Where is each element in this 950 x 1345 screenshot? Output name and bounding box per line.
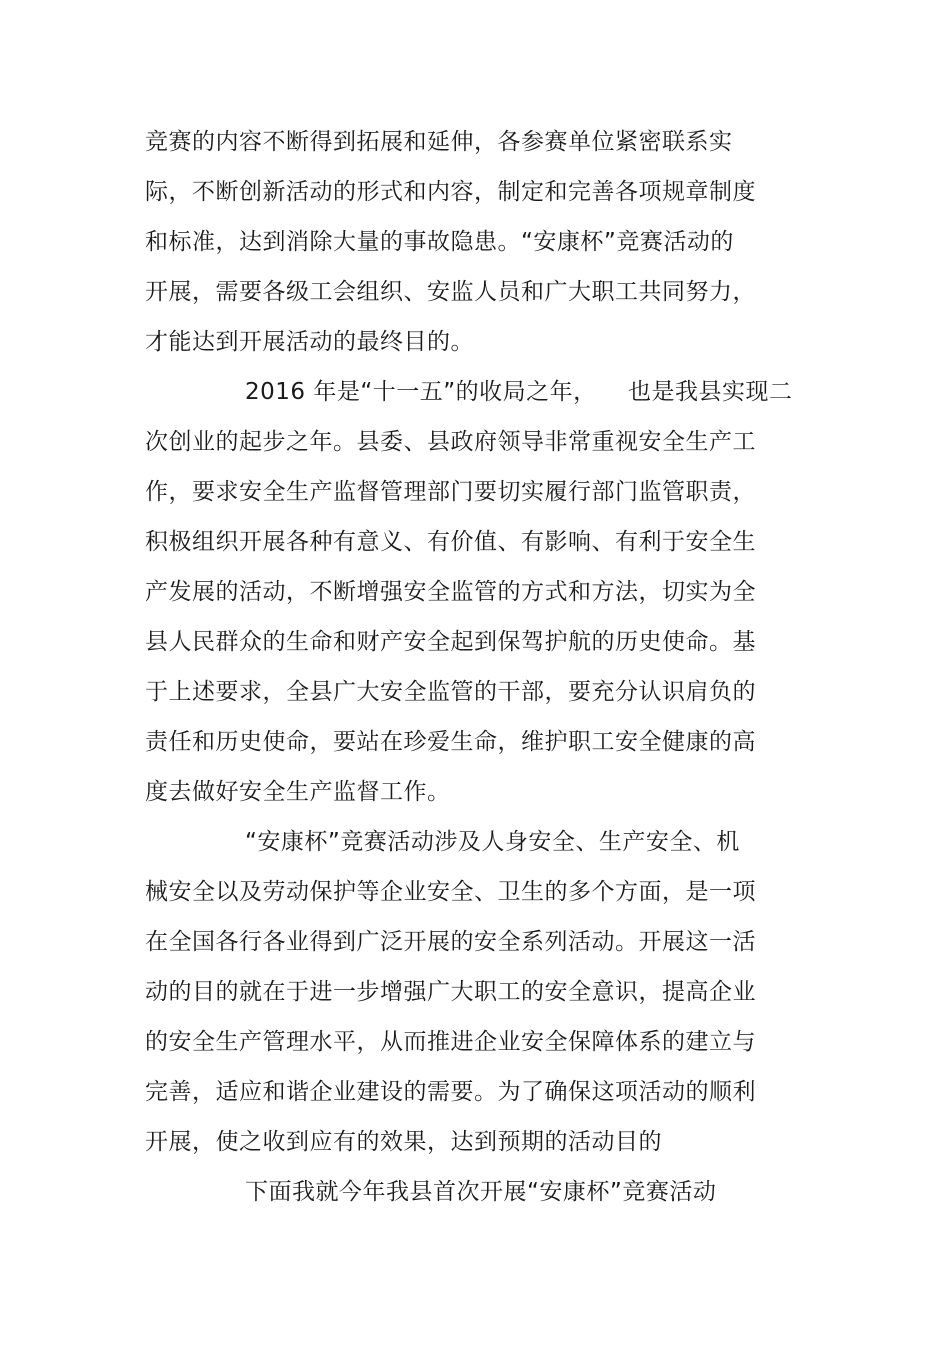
text-line: 际，不断创新活动的形式和内容，制定和完善各项规章制度 — [145, 179, 756, 205]
text-line: “安康杯”竞赛活动涉及人身安全、生产安全、机 — [245, 829, 740, 855]
text-line: 2016 年是“十一五”的收局之年， — [245, 379, 597, 405]
text-line: 也是我县实现二 — [628, 379, 793, 405]
text-line: 的安全生产管理水平，从而推进企业安全保障体系的建立与 — [145, 1029, 756, 1055]
text-line: 完善，适应和谐企业建设的需要。为了确保这项活动的顺利 — [145, 1079, 756, 1105]
text-line: 次创业的起步之年。县委、县政府领导非常重视安全生产工 — [145, 429, 756, 455]
text-line: 产发展的活动，不断增强安全监管的方式和方法，切实为全 — [145, 579, 756, 605]
text-line: 下面我就今年我县首次开展“安康杯”竞赛活动 — [245, 1179, 717, 1205]
text-line: 于上述要求，全县广大安全监管的干部，要充分认识肩负的 — [145, 679, 756, 705]
text-line: 才能达到开展活动的最终目的。 — [145, 329, 474, 355]
text-line: 动的目的就在于进一步增强广大职工的安全意识，提高企业 — [145, 979, 756, 1005]
text-line: 责任和历史使命，要站在珍爱生命，维护职工安全健康的高 — [145, 729, 756, 755]
text-line: 在全国各行各业得到广泛开展的安全系列活动。开展这一活 — [145, 929, 756, 955]
text-line: 开展，需要各级工会组织、安监人员和广大职工共同努力， — [145, 279, 756, 305]
text-line: 作，要求安全生产监督管理部门要切实履行部门监管职责， — [145, 479, 756, 505]
text-line: 开展，使之收到应有的效果，达到预期的活动目的 — [145, 1129, 662, 1155]
text-line: 械安全以及劳动保护等企业安全、卫生的多个方面，是一项 — [145, 879, 756, 905]
text-line: 积极组织开展各种有意义、有价值、有影响、有利于安全生 — [145, 529, 756, 555]
text-line: 竞赛的内容不断得到拓展和延伸，各参赛单位紧密联系实 — [145, 129, 733, 155]
text-line: 和标准，达到消除大量的事故隐患。“安康杯”竞赛活动的 — [145, 229, 734, 255]
text-line: 度去做好安全生产监督工作。 — [145, 779, 451, 805]
text-line: 县人民群众的生命和财产安全起到保驾护航的历史使命。基 — [145, 629, 756, 655]
